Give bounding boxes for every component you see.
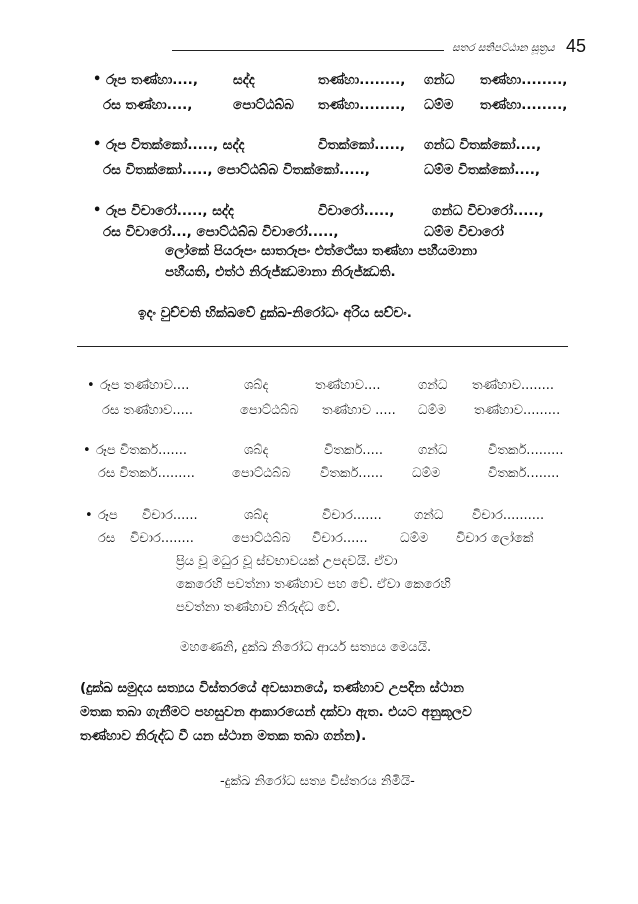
pali-text: රස තණ්හා...., [103, 97, 193, 113]
sinhala-text: ශබ්ද [244, 508, 269, 523]
sinhala-text: විතර්ක..... [324, 443, 383, 458]
sinhala-text: විචාර........ [130, 531, 194, 546]
pali-text: තණ්හා........, [318, 97, 406, 113]
sinhala-text: පොට්ඨබ්බ [232, 466, 291, 481]
pali-text: විතක්කෝ....., [318, 137, 405, 153]
running-header-title: සතර සතිපට්ඨාන සූත්‍රය [452, 42, 555, 54]
pali-text: තණ්හා........, [480, 97, 568, 113]
note-line: මතක තබා ගැනීමට පහසුවන ආකාරයෙන් දක්වා ඇත. එයට අනුකූලව [80, 704, 472, 720]
pali-text: තණ්හා........, [318, 72, 406, 88]
sinhala-text: ධම්ම [412, 466, 441, 481]
sinhala-text: ධම්ම [418, 403, 447, 418]
sinhala-text: ගන්ධ [418, 443, 448, 458]
bullet: • [87, 378, 95, 393]
pali-text: සද්ද [233, 72, 255, 88]
section-end-note: -දුක්ඛ නිරෝධ සත්‍ය විස්තරය නිමියි- [220, 774, 415, 789]
sinhala-text: පවත්නා තණ්හාව නිරුද්ධ වේ. [176, 600, 341, 615]
pali-text: ගන්ධ විතක්කෝ...., [424, 137, 542, 153]
bullet: • [85, 508, 93, 523]
sinhala-text: රූප විතර්ක....... [96, 443, 188, 458]
pali-text: රස විචාරෝ..., පොට්ඨබ්බ විචාරෝ....., [103, 224, 339, 240]
sinhala-text: විචාර ලෝකේ [456, 531, 534, 546]
pali-text: තණ්හා........, [480, 72, 568, 88]
pali-text: ධම්ම විචාරෝ [424, 224, 504, 240]
sinhala-text: විතර්ක...... [320, 466, 384, 481]
pali-text: ගන්ධ විචාරෝ....., [432, 203, 544, 219]
sinhala-text: විතර්ක........ [488, 466, 560, 481]
note-line: (දුක්ඛ සමුදය සත්‍යය විස්තරයේ අවසානයේ, තණ්හාව උපදින ස්ථාන [80, 680, 465, 696]
sinhala-text: රස තණ්හාව..... [102, 403, 194, 418]
sinhala-text: විචාර....... [322, 508, 382, 523]
sinhala-text: රූප [98, 508, 118, 523]
bullet: • [83, 443, 91, 458]
sinhala-text: ධම්ම [400, 531, 429, 546]
pali-text: විචාරෝ....., [318, 203, 395, 219]
sinhala-text: විතර්ක......... [488, 443, 564, 458]
sinhala-conclusion: මහණෙනි, දුක්ඛ නිරෝධ ආර්ය සත්‍යය මෙයයි. [180, 640, 432, 655]
page-number: 45 [566, 36, 587, 56]
sinhala-text: විචාර.......... [472, 508, 545, 523]
sinhala-text: තණ්හාව........ [472, 378, 555, 393]
sinhala-text: රස විතර්ක......... [98, 466, 195, 481]
pali-text: ධම්ම [424, 97, 454, 113]
sinhala-text: තණ්හාව.... [315, 378, 381, 393]
section-divider [77, 346, 568, 347]
sinhala-text: පොට්ඨබ්බ [232, 531, 291, 546]
sinhala-text: පොට්ඨබ්බ [240, 403, 299, 418]
sinhala-text: තණ්හාව......... [474, 403, 561, 418]
pali-text: පොට්ඨබ්බ [233, 97, 294, 113]
bullet: • [93, 203, 102, 218]
sinhala-text: ශබ්ද [244, 378, 269, 393]
note-line: තණ්හාව නිරුද්ධ වී යන ස්ථාන මතක තබා ගන්න). [80, 728, 367, 744]
sinhala-text: විචාර...... [142, 508, 198, 523]
pali-text: ධම්ම විතක්කෝ...., [424, 162, 540, 178]
sinhala-text: ප්‍රිය වූ මධුර වූ ස්වභාවයක් උපදවයි. ඒවා [176, 554, 398, 569]
pali-text: රස විතක්කෝ....., පොට්ඨබ්බ විතක්කෝ....., [103, 162, 370, 178]
bullet: • [93, 137, 102, 152]
header-rule [172, 50, 444, 51]
pali-text: ගන්ධ [424, 72, 455, 88]
pali-text: රූප විචාරෝ....., සද්ද [106, 203, 234, 219]
sinhala-text: ගන්ධ [414, 508, 444, 523]
sinhala-text: ගන්ධ [418, 378, 448, 393]
sinhala-text: රස [98, 531, 116, 546]
sinhala-text: කෙරෙහි පවත්නා තණ්හාව පහ වේ. ඒවා කෙරෙහි [176, 577, 451, 592]
sinhala-text: තණ්හාව ..... [322, 403, 396, 418]
sinhala-text: විචාර...... [312, 531, 368, 546]
sinhala-text: රූප තණ්හාව.... [100, 378, 190, 393]
pali-text: පහීයති, එත්ථ නිරුජ්ඣමානා නිරුජ්ඣති. [165, 264, 396, 280]
pali-text: රූප විතක්කෝ....., සද්ද [106, 137, 245, 153]
pali-text: ලෝකේ පියරූපං සාතරූපං එත්ථේසා තණ්හා පහීයමානා [165, 243, 478, 259]
sinhala-text: ශබ්ද [244, 443, 269, 458]
pali-conclusion: ඉදං වුච්චති භික්ඛවේ දුක්ඛ-නිරෝධං අරිය සච්චං. [138, 305, 412, 321]
bullet: • [93, 72, 102, 87]
pali-text: රූප තණ්හා...., [106, 72, 198, 88]
